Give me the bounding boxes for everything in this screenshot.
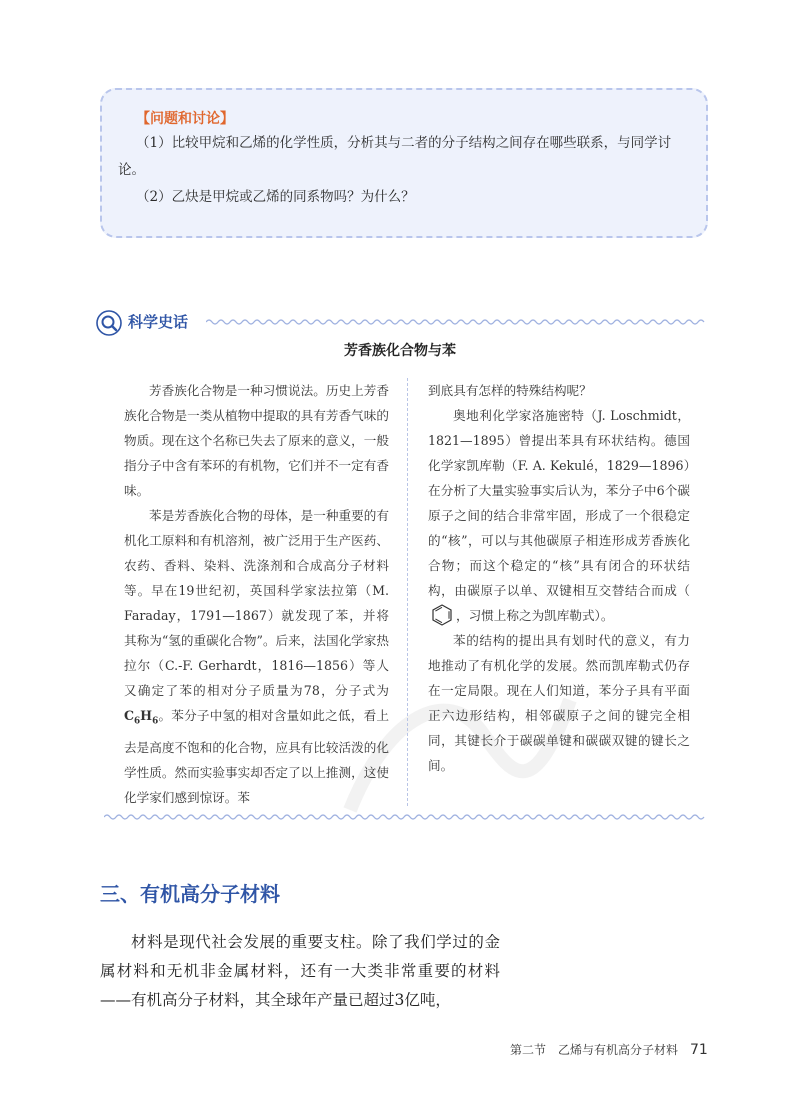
history-paragraph: 芳香族化合物是一种习惯说法。历史上芳香族化合物是一类从植物中提取的具有芳香气味的物质。现在这个名称已失去了原来的意义，一般指分子中含有苯环的有机物，它们并不一定有香味。	[124, 383, 389, 498]
history-paragraph	[124, 503, 389, 810]
history-right-column	[428, 378, 690, 778]
history-label: 科学史话	[128, 313, 189, 331]
column-divider	[407, 378, 408, 806]
history-header	[96, 308, 708, 338]
body-paragraph: 材料是现代社会发展的重要支柱。除了我们学过的金属材料和无机非金属材料，还有一大类非常重要的材料——有机高分子材料，其全球年产量已超过3亿吨，	[100, 933, 500, 1009]
history-text: 苯是芳香族化合物的母体，是一种重要的有机化工原料和有机溶剂，被广泛用于生产医药、农药、香料、染料、洗涤剂和合成高分子材料等。早在19世纪初，英国科学家法拉第（M. Faraday，1791—1867）就发现了苯，并将其称为“氢的重碳化合物”。后来，法国化学家热拉尔（C.-F. Gerhardt，1816—1856）等人又确定了苯的相对分子质量为78，分子式为	[124, 508, 389, 698]
wavy-divider	[206, 317, 706, 327]
history-text: 奥地利化学家洛施密特（J. Loschmidt，1821—1895）曾提出苯具有环状结构。德国化学家凯库勒（F. A. Kekulé，1829—1896）在分析了大量实验事实后认为，苯分子中6个碳原子之间的结合非常牢固，形成了一个很稳定的“核”，可以与其他碳原子相连形成芳香族化合物；而这个稳定的“核”具有闭合的环状结构，由碳原子以单、双键相互交替结合而成（	[428, 408, 690, 598]
magnifier-icon	[96, 310, 122, 336]
history-paragraph	[428, 403, 690, 628]
section-body	[100, 928, 500, 1015]
footer-chapter: 第二节 乙烯与有机高分子材料	[510, 1043, 679, 1057]
discussion-question-1: （1）比较甲烷和乙烯的化学性质，分析其与二者的分子结构之间存在哪些联系，与同学讨论。	[118, 135, 672, 178]
discussion-question-2: （2）乙炔是甲烷或乙烯的同系物吗？为什么？	[136, 189, 415, 205]
history-text: ，习惯上称之为凯库勒式）。	[456, 608, 614, 623]
history-text: 。苯分子中氢的相对含量如此之低，看上去是高度不饱和的化合物，应具有比较活泼的化学性质。然而实验事实却否定了以上推测，这使化学家们感到惊讶。苯	[124, 708, 389, 805]
wavy-divider-bottom	[104, 812, 708, 822]
discussion-title: 【问题和讨论】	[136, 111, 234, 127]
history-title: 芳香族化合物与苯	[344, 343, 456, 359]
discussion-box	[100, 88, 708, 238]
history-paragraph: 苯的结构的提出具有划时代的意义，有力地推动了有机化学的发展。然而凯库勒式仍存在一定局限。现在人们知道，苯分子具有平面正六边形结构，相邻碳原子之间的键完全相同，其键长介于碳碳单键和碳碳双键的键长之间。	[428, 633, 690, 773]
page-footer	[510, 1041, 708, 1058]
history-paragraph: 到底具有怎样的特殊结构呢？	[428, 383, 592, 398]
benzene-ring-icon	[431, 604, 453, 626]
benzene-formula: $C_6H_6$	[124, 708, 159, 727]
section-title: 三、有机高分子材料	[100, 882, 280, 906]
page-number: 71	[690, 1042, 708, 1058]
history-left-column	[124, 378, 389, 810]
